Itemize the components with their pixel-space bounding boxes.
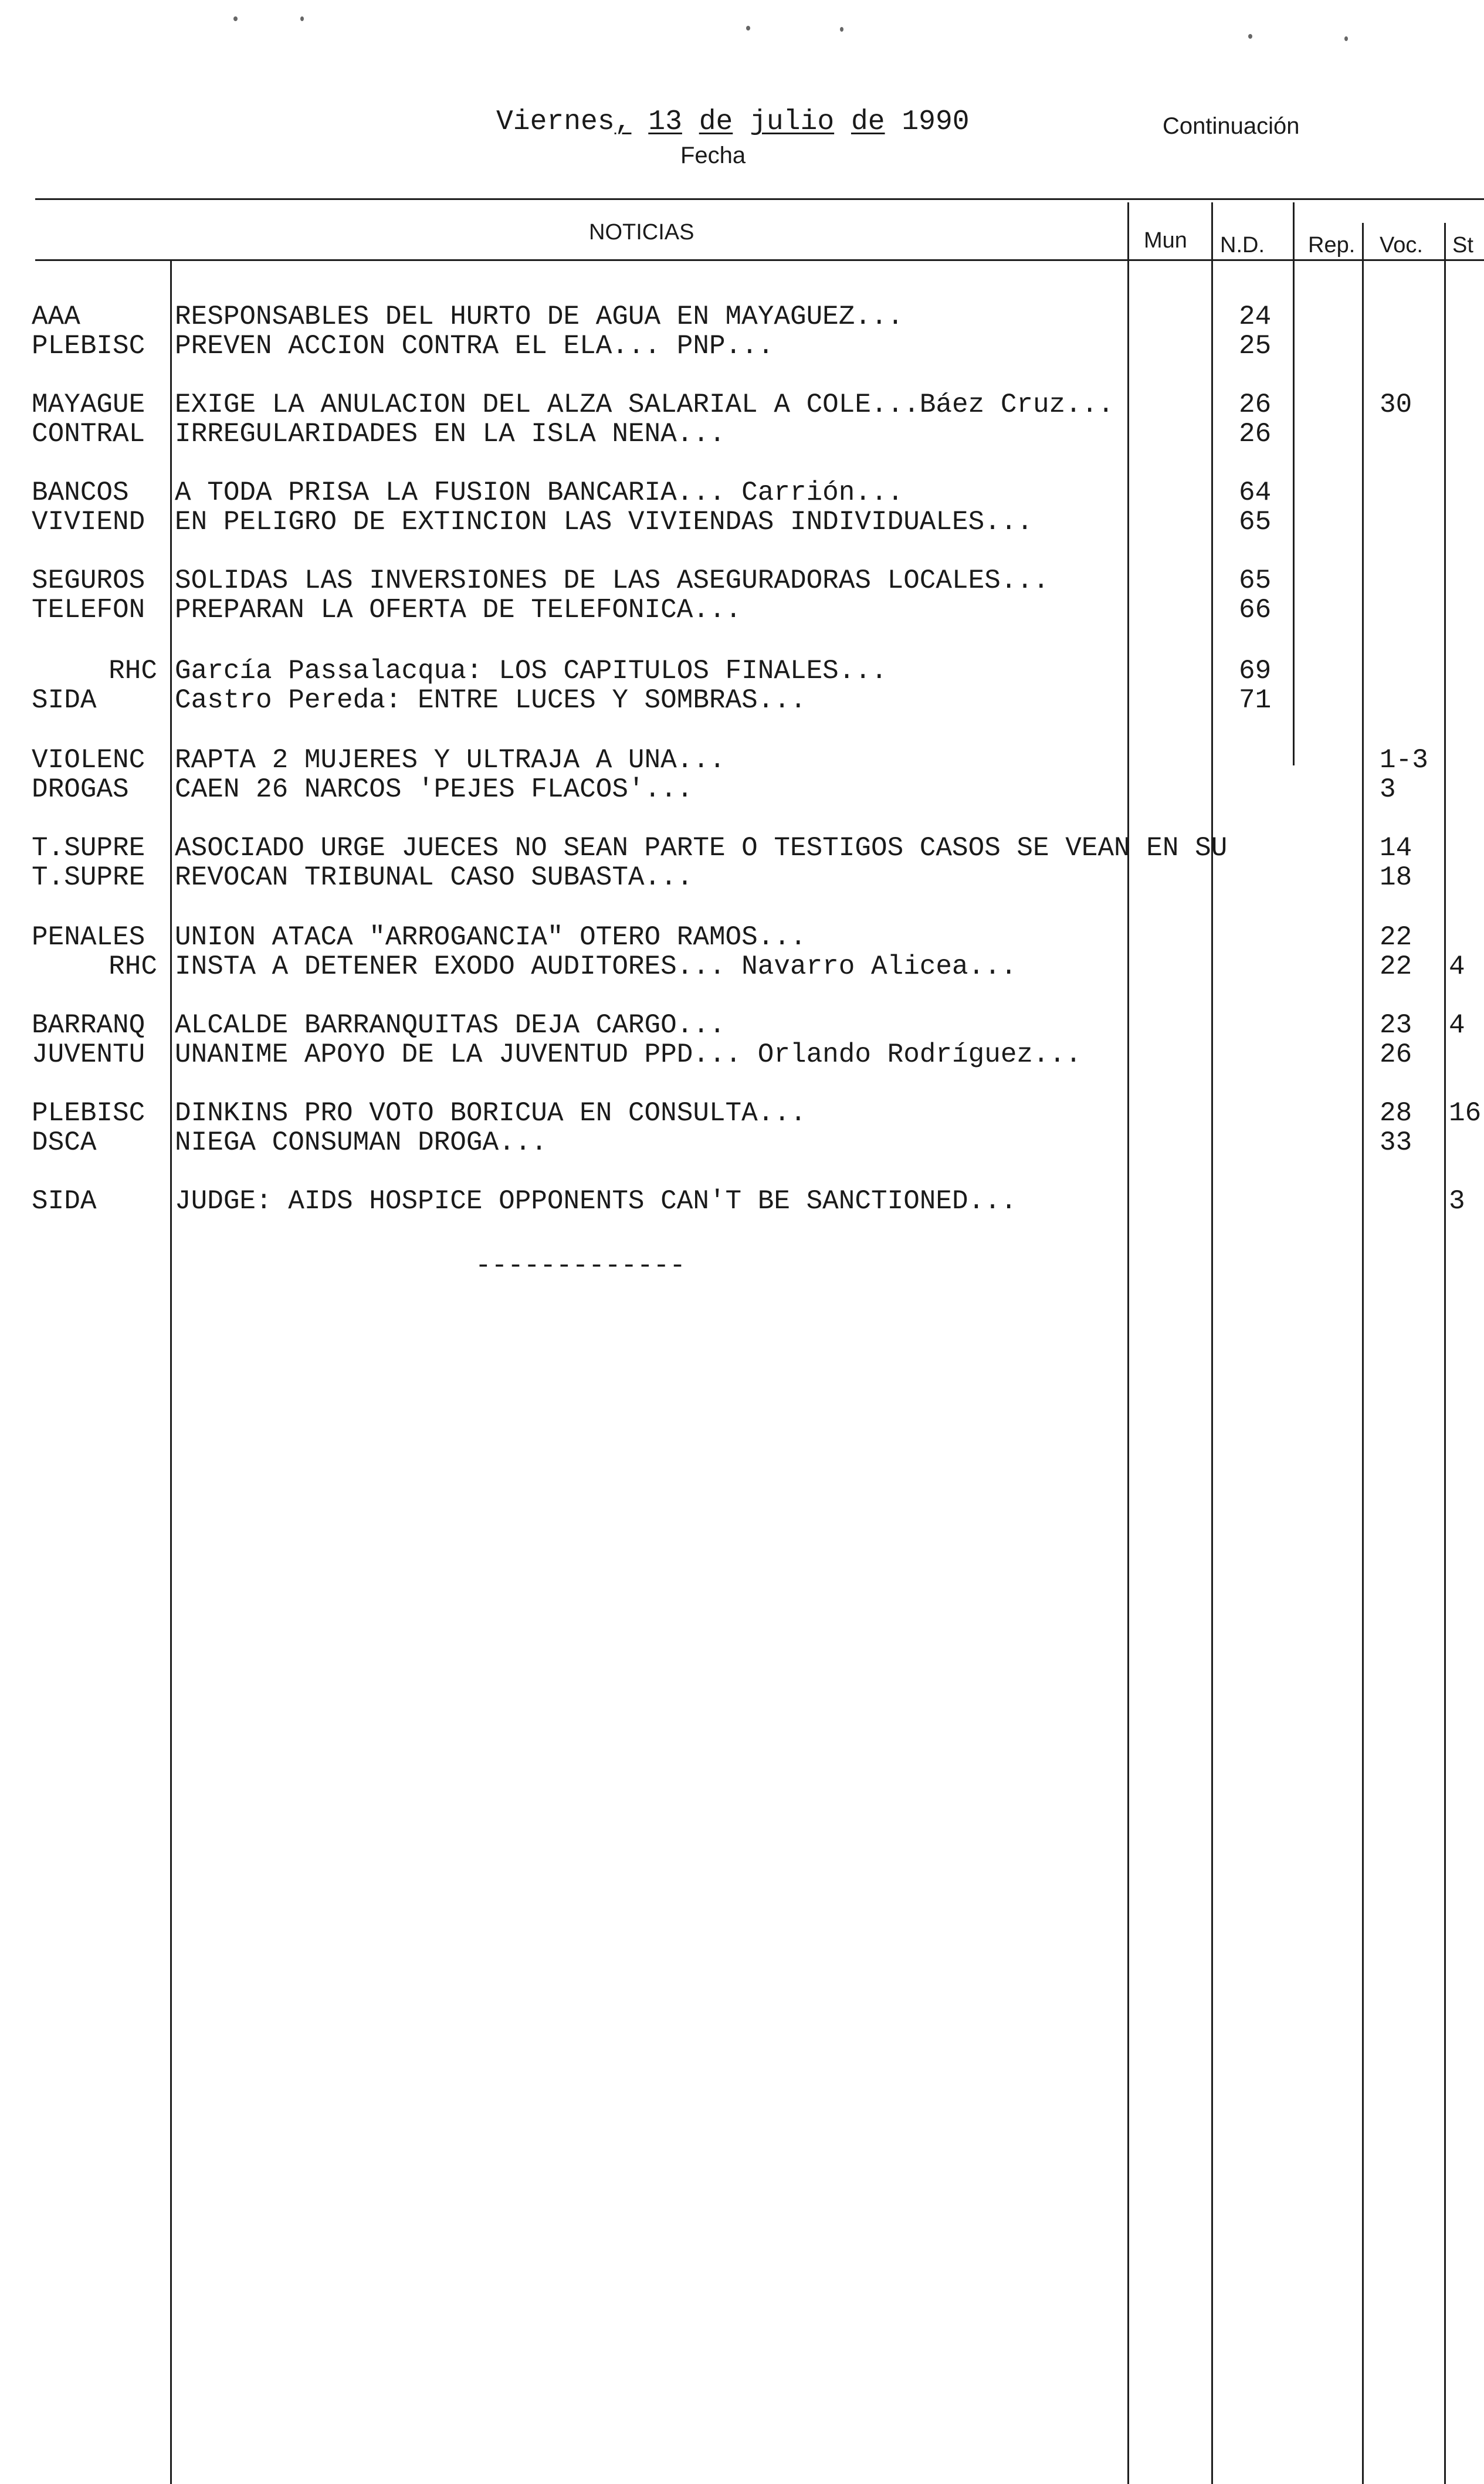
row-headline: DINKINS PRO VOTO BORICUA EN CONSULTA... [175, 1098, 807, 1129]
row-headline: NIEGA CONSUMAN DROGA... [175, 1127, 547, 1158]
column-header-voc: Voc. [1380, 233, 1423, 257]
row-headline: A TODA PRISA LA FUSION BANCARIA... Carrión... [175, 477, 904, 508]
scan-speck [1248, 34, 1252, 39]
row-nd-page: 71 [1239, 685, 1272, 716]
row-category: PLEBISC [32, 331, 145, 361]
date-month: julio [750, 106, 835, 138]
table-top-rule [35, 198, 1484, 200]
row-headline: RAPTA 2 MUJERES Y ULTRAJA A UNA... [175, 745, 726, 775]
row-category: SIDA [32, 1186, 97, 1216]
row-category: MAYAGUE [32, 389, 145, 420]
divider-mun [1211, 202, 1213, 2484]
row-nd-page: 69 [1239, 656, 1272, 686]
row-voc-page: 18 [1380, 862, 1412, 893]
row-nd-page: 25 [1239, 331, 1272, 361]
row-voc-page: 26 [1380, 1039, 1412, 1070]
column-header-nd: N.D. [1220, 233, 1265, 257]
document-date [496, 106, 970, 138]
row-headline: García Passalacqua: LOS CAPITULOS FINALES... [175, 656, 887, 686]
row-headline: ALCALDE BARRANQUITAS DEJA CARGO... [175, 1010, 726, 1041]
row-voc-page: 3 [1380, 774, 1396, 805]
row-voc-page: 22 [1380, 922, 1412, 953]
date-year: 1990 [902, 106, 970, 138]
row-nd-page: 65 [1239, 507, 1272, 537]
row-voc-page: 28 [1380, 1098, 1412, 1129]
row-category: DSCA [32, 1127, 97, 1158]
date-day: 13 [648, 106, 682, 138]
row-st-page: 3 [1449, 1186, 1465, 1216]
column-header-rep: Rep. [1308, 233, 1356, 257]
row-voc-page: 22 [1380, 951, 1412, 982]
row-headline: EN PELIGRO DE EXTINCION LAS VIVIENDAS INDIVIDUALES... [175, 507, 1034, 537]
row-headline: EXIGE LA ANULACION DEL ALZA SALARIAL A COLE...Báez Cruz... [175, 389, 1114, 420]
row-voc-page: 1-3 [1380, 745, 1428, 775]
date-de-1: de [699, 106, 733, 138]
row-category: JUVENTU [32, 1039, 145, 1070]
row-voc-page: 23 [1380, 1010, 1412, 1041]
row-headline: REVOCAN TRIBUNAL CASO SUBASTA... [175, 862, 693, 893]
row-headline: UNION ATACA "ARROGANCIA" OTERO RAMOS... [175, 922, 807, 953]
row-headline: CAEN 26 NARCOS 'PEJES FLACOS'... [175, 774, 693, 805]
row-voc-page: 14 [1380, 833, 1412, 863]
row-nd-page: 65 [1239, 565, 1272, 596]
column-header-st: St [1452, 233, 1473, 257]
row-st-page: 4 [1449, 1010, 1465, 1041]
row-headline: RESPONSABLES DEL HURTO DE AGUA EN MAYAGUEZ... [175, 301, 904, 332]
divider-nd [1293, 202, 1295, 765]
row-category: PLEBISC [32, 1098, 145, 1129]
row-headline: INSTA A DETENER EXODO AUDITORES... Navarro Alicea... [175, 951, 1017, 982]
row-headline: UNANIME APOYO DE LA JUVENTUD PPD... Orlando Rodríguez... [175, 1039, 1082, 1070]
scan-speck [300, 16, 304, 21]
scan-speck [233, 16, 238, 21]
row-category: VIOLENC [32, 745, 145, 775]
divider-rep [1362, 223, 1364, 2484]
row-category: DROGAS [32, 774, 129, 805]
row-category: CONTRAL [32, 419, 145, 449]
row-category: PENALES [32, 922, 145, 953]
row-category: T.SUPRE [32, 833, 145, 863]
row-category: AAA [32, 301, 80, 332]
row-headline: SOLIDAS LAS INVERSIONES DE LAS ASEGURADORAS LOCALES... [175, 565, 1049, 596]
divider-voc [1444, 223, 1446, 2484]
divider-noticias [1127, 202, 1129, 2484]
scan-speck [746, 26, 750, 31]
row-category: T.SUPRE [32, 862, 145, 893]
date-label: Fecha [680, 143, 746, 168]
row-category: SEGUROS [32, 565, 145, 596]
date-separator: , [614, 106, 632, 138]
row-category: BANCOS [32, 477, 129, 508]
row-category: BARRANQ [32, 1010, 145, 1041]
row-category: RHC [109, 656, 157, 686]
date-weekday: Viernes [496, 106, 615, 138]
row-voc-page: 33 [1380, 1127, 1412, 1158]
end-marker: ------------- [475, 1251, 686, 1281]
row-nd-page: 26 [1239, 419, 1272, 449]
row-headline: Castro Pereda: ENTRE LUCES Y SOMBRAS... [175, 685, 807, 716]
divider-category [170, 259, 172, 2484]
column-header-noticias: NOTICIAS [589, 220, 694, 245]
row-st-page: 16 [1449, 1098, 1482, 1129]
row-nd-page: 64 [1239, 477, 1272, 508]
date-de-2: de [851, 106, 885, 138]
row-category: TELEFON [32, 595, 145, 625]
row-headline: IRREGULARIDADES EN LA ISLA NENA... [175, 419, 726, 449]
row-st-page: 4 [1449, 951, 1465, 982]
row-headline: PREVEN ACCION CONTRA EL ELA... PNP... [175, 331, 774, 361]
scan-speck [840, 27, 843, 32]
row-headline: JUDGE: AIDS HOSPICE OPPONENTS CAN'T BE SANCTIONED... [175, 1186, 1017, 1216]
row-nd-page: 66 [1239, 595, 1272, 625]
header-bottom-rule [35, 259, 1484, 261]
row-headline: ASOCIADO URGE JUECES NO SEAN PARTE O TESTIGOS CASOS SE VEAN EN SU [175, 833, 1228, 863]
row-headline: PREPARAN LA OFERTA DE TELEFONICA... [175, 595, 742, 625]
row-nd-page: 24 [1239, 301, 1272, 332]
column-header-mun: Mun [1144, 228, 1187, 253]
row-nd-page: 26 [1239, 389, 1272, 420]
row-category: RHC [109, 951, 157, 982]
row-voc-page: 30 [1380, 389, 1412, 420]
scan-speck [1344, 36, 1348, 41]
continuation-label: Continuación [1163, 113, 1300, 139]
row-category: SIDA [32, 685, 97, 716]
row-category: VIVIEND [32, 507, 145, 537]
